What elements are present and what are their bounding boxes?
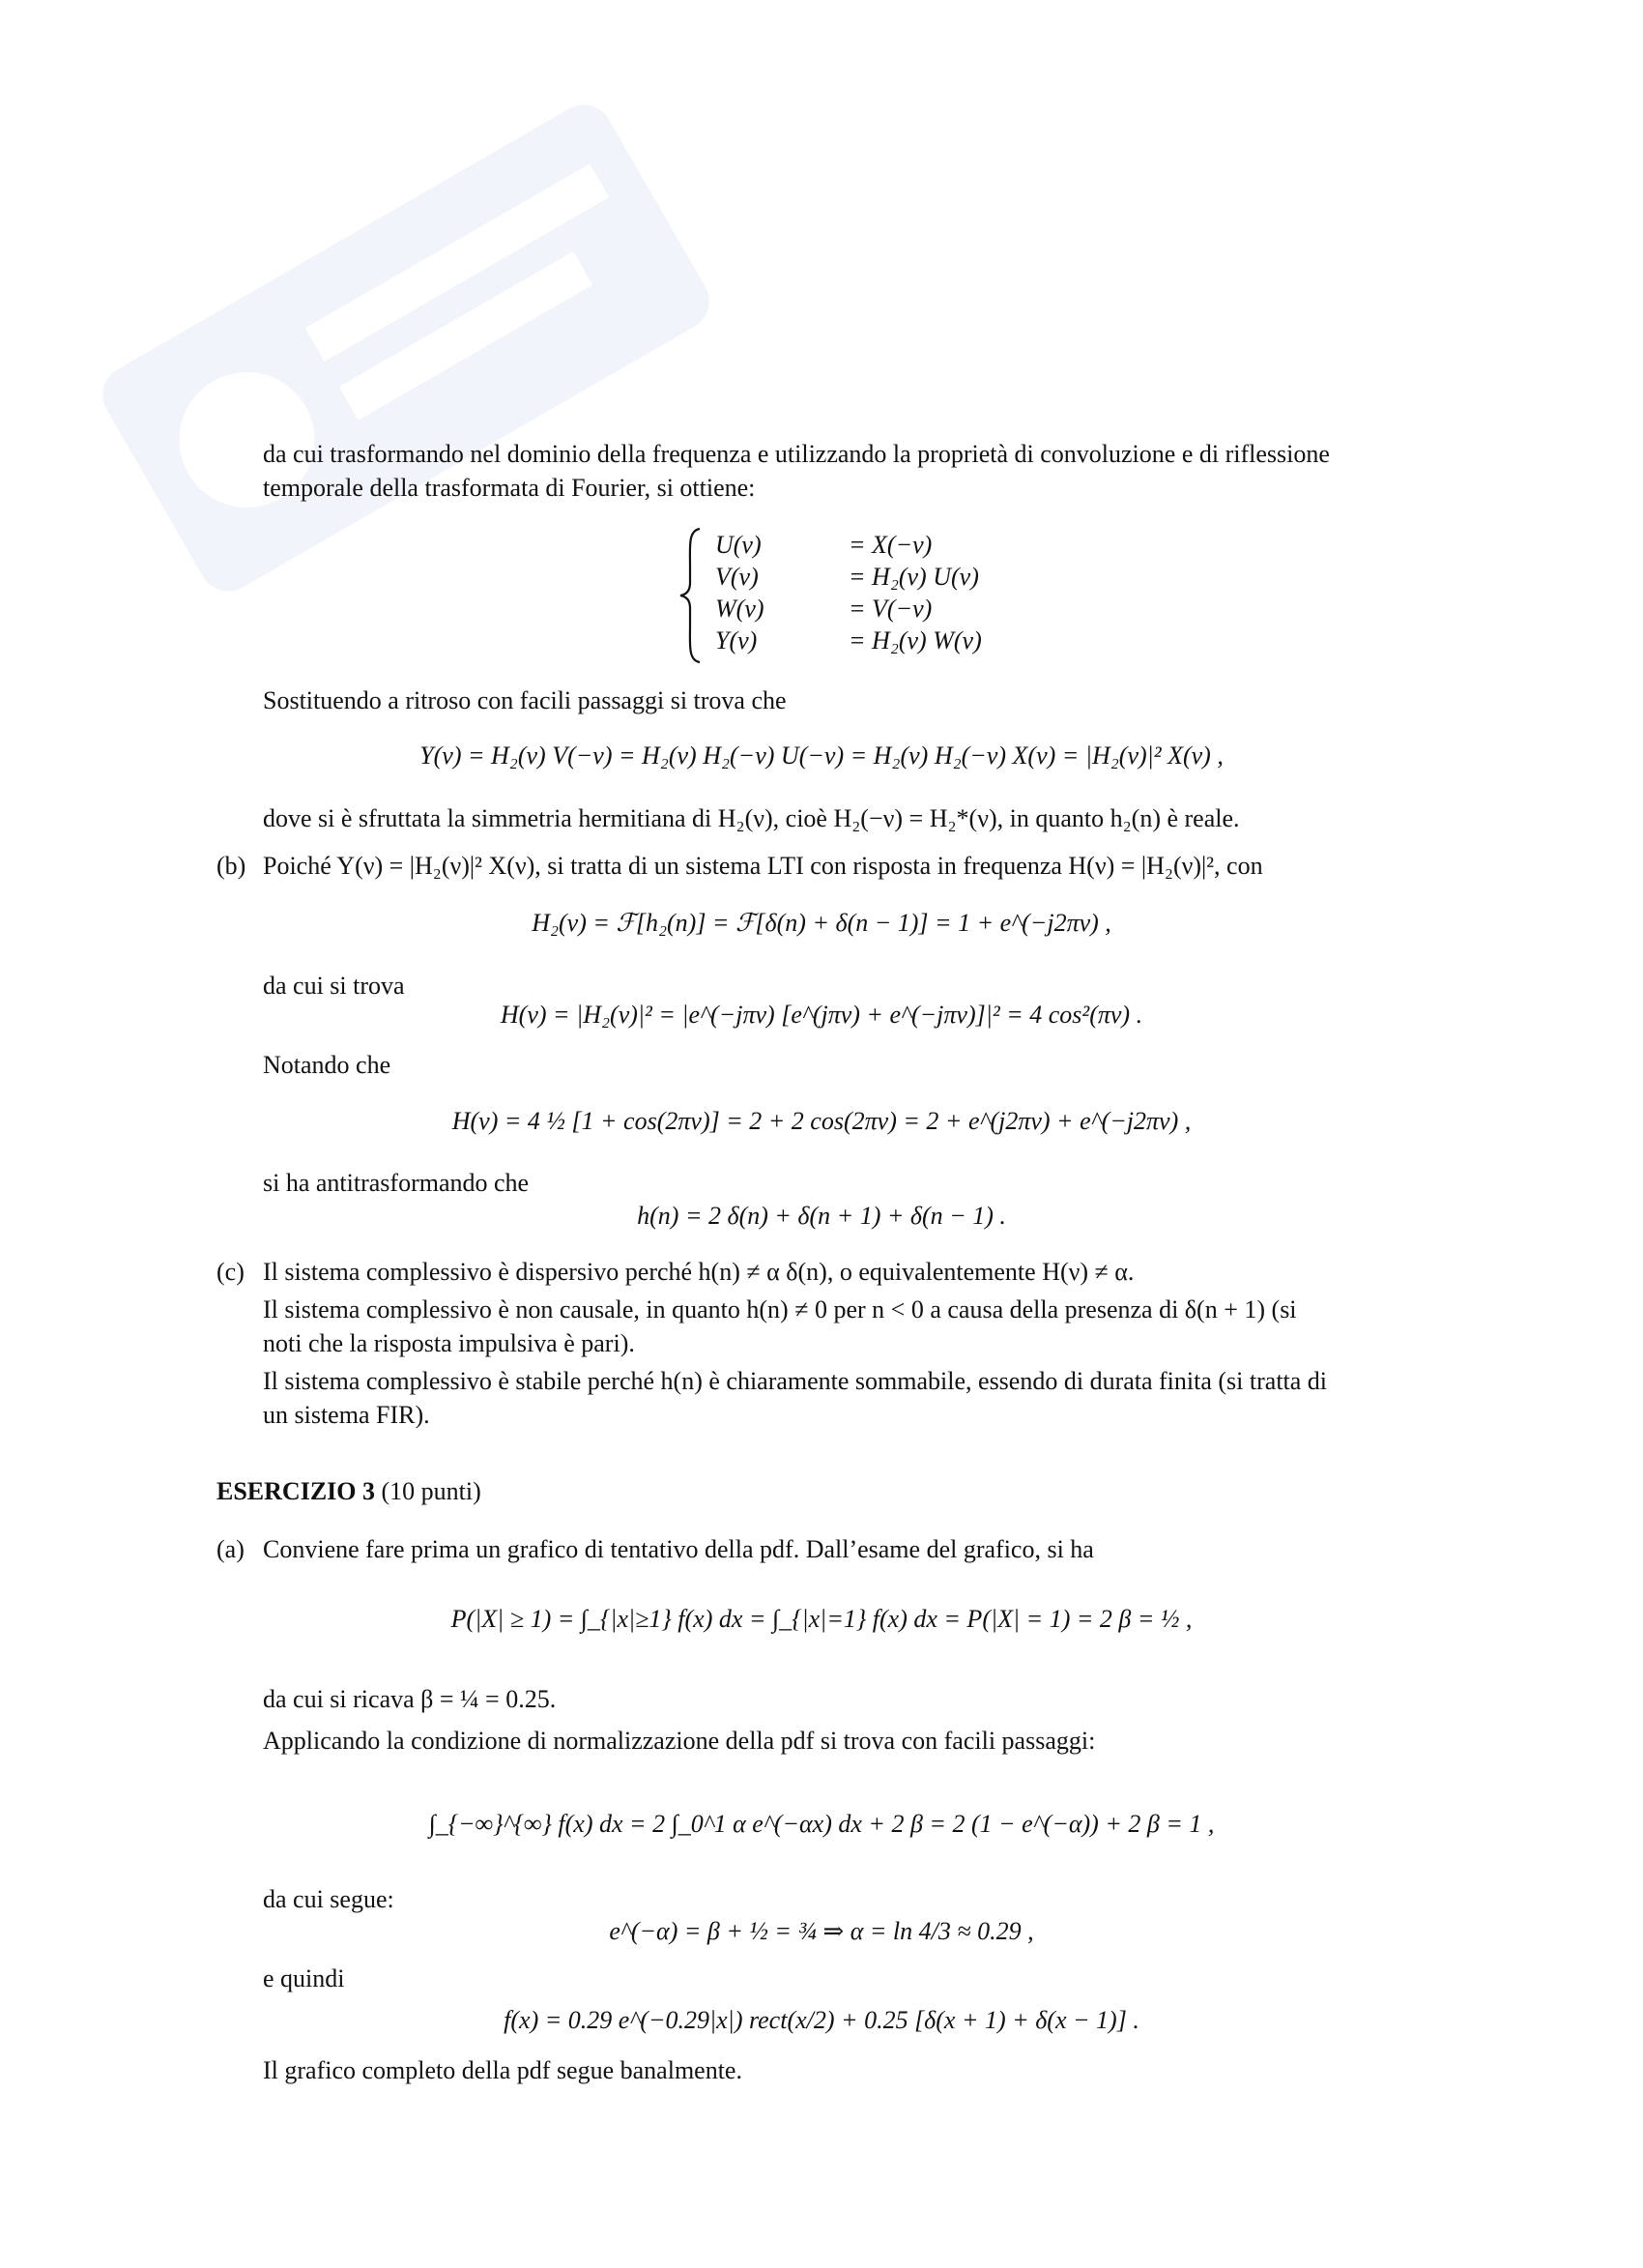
stabile-line-2: un sistema FIR). xyxy=(263,1401,430,1429)
da-cui-si-trova: da cui si trova xyxy=(263,972,405,1000)
part-b-line-1: Poiché Y(ν) = |H₂(ν)|² X(ν), si tratta di un sistema LTI con risposta in frequenza H(ν) = |H₂(ν)|², con xyxy=(263,852,1263,880)
system-row: U(ν) = X(−ν) xyxy=(715,531,933,559)
equation-h-n: h(n) = 2 δ(n) + δ(n + 1) + δ(n − 1) . xyxy=(637,1202,1006,1230)
equation-p-x: P(|X| ≥ 1) = ∫_{|x|≥1} f(x) dx = ∫_{|x|=1} f(x) dx = P(|X| = 1) = 2 β = ½ , xyxy=(450,1605,1193,1633)
part-3a-line-1: Conviene fare prima un grafico di tentativo della pdf. Dall’esame del grafico, si ha xyxy=(263,1535,1094,1563)
intro-line-1: da cui trasformando nel dominio della frequenza e utilizzando la proprietà di convoluzione e di riflessione xyxy=(263,440,1330,468)
e-quindi: e quindi xyxy=(263,1964,345,1992)
grafico-text: Il grafico completo della pdf segue banalmente. xyxy=(263,2056,742,2084)
notando-che: Notando che xyxy=(263,1051,391,1079)
sostituendo-text: Sostituendo a ritroso con facili passaggi si trova che xyxy=(263,686,787,714)
non-causale-line-2: noti che la risposta impulsiva è pari). xyxy=(263,1329,635,1357)
stabile-line-1: Il sistema complessivo è stabile perché h(n) è chiaramente sommabile, essendo di durata finita (si tratta di xyxy=(263,1367,1328,1395)
equation-pdf: f(x) = 0.29 e^(−0.29|x|) rect(x/2) + 0.25 [δ(x + 1) + δ(x − 1)] . xyxy=(504,2006,1139,2034)
part-b-label: (b) xyxy=(216,852,246,880)
part-c-label: (c) xyxy=(216,1258,245,1286)
da-cui-segue: da cui segue: xyxy=(263,1885,394,1913)
equation-normalization: ∫_{−∞}^{∞} f(x) dx = 2 ∫_0^1 α e^(−αx) dx + 2 β = 2 (1 − e^(−α)) + 2 β = 1 , xyxy=(428,1810,1215,1838)
esercizio-3-heading xyxy=(216,1474,481,1508)
normalizzazione-text: Applicando la condizione di normalizzazione della pdf si trova con facili passaggi: xyxy=(263,1727,1096,1755)
antitrasformando: si ha antitrasformando che xyxy=(263,1169,530,1197)
system-row: W(ν) = V(−ν) xyxy=(715,595,933,623)
equation-h2: H₂(ν) = ℱ[h₂(n)] = ℱ[δ(n) + δ(n − 1)] = 1 + e^(−j2πν) , xyxy=(532,909,1111,937)
esercizio-3-title: ESERCIZIO 3 xyxy=(216,1477,375,1505)
part-3a-label: (a) xyxy=(216,1535,245,1563)
left-brace-icon xyxy=(677,527,706,664)
system-row: V(ν) = H₂(ν) U(ν) xyxy=(715,563,979,591)
ricava-beta: da cui si ricava β = ¼ = 0.25. xyxy=(263,1685,557,1713)
esercizio-3-points: (10 punti) xyxy=(381,1477,481,1505)
equation-system xyxy=(677,527,986,664)
equation-y-nu: Y(ν) = H₂(ν) V(−ν) = H₂(ν) H₂(−ν) U(−ν) = H₂(ν) H₂(−ν) X(ν) = |H₂(ν)|² X(ν) , xyxy=(419,741,1224,770)
equation-h-exp: H(ν) = 4 ½ [1 + cos(2πν)] = 2 + 2 cos(2πν) = 2 + e^(j2πν) + e^(−j2πν) , xyxy=(451,1107,1192,1135)
dispersivo-text: Il sistema complessivo è dispersivo perché h(n) ≠ α δ(n), o equivalentemente H(ν) ≠ α. xyxy=(263,1258,1135,1286)
equation-h-cos: H(ν) = |H₂(ν)|² = |e^(−jπν) [e^(jπν) + e^(−jπν)]|² = 4 cos²(πν) . xyxy=(500,1001,1143,1029)
non-causale-line-1: Il sistema complessivo è non causale, in quanto h(n) ≠ 0 per n < 0 a causa della presenza di δ(n + 1) (si xyxy=(263,1295,1297,1323)
system-row: Y(ν) = H₂(ν) W(ν) xyxy=(715,626,982,654)
equation-alpha: e^(−α) = β + ½ = ¾ ⇒ α = ln 4/3 ≈ 0.29 , xyxy=(609,1917,1034,1945)
intro-line-2: temporale della trasformata di Fourier, si ottiene: xyxy=(263,474,756,502)
hermitian-note: dove si è sfruttata la simmetria hermitiana di H₂(ν), cioè H₂(−ν) = H₂*(ν), in quanto h₂(n) è reale. xyxy=(263,804,1240,832)
